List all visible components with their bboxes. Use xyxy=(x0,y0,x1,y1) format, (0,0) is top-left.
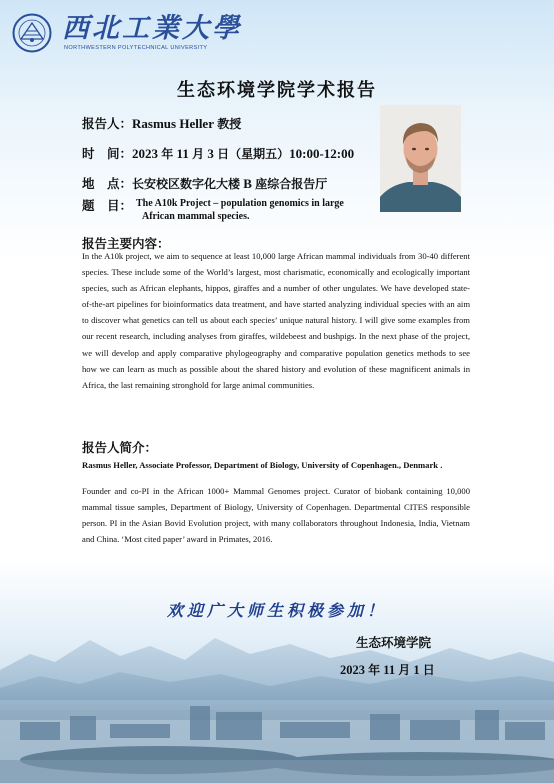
time-year: 2023 xyxy=(132,146,159,161)
place-row xyxy=(82,174,327,192)
topic-text xyxy=(136,197,366,223)
topic-line-2: African mammal species. xyxy=(142,211,250,222)
date-month-unit: 月 xyxy=(398,663,411,677)
date-day: 1 xyxy=(413,663,420,677)
speaker-photo xyxy=(380,105,461,212)
university-name-cn: 西北工業大學 xyxy=(62,13,242,44)
time-month: 11 xyxy=(176,146,189,161)
time-month-unit: 月 xyxy=(192,147,205,161)
page-title: 生态环境学院学术报告 xyxy=(177,80,377,101)
issue-date xyxy=(340,661,435,678)
topic-label: 题 目： xyxy=(82,198,133,213)
time-label: 时 间： xyxy=(82,146,133,161)
abstract-text: In the A10k project, we aim to sequence at least 10,000 large African mammal individuals from 30-40 different species. These include some of the World’s largest, most charismatic, economically and ecologically important species, such as African elephants, hippos, giraffes and a number of other ungulates. We have developed state-of-the-art pipelines for bioinformatics data treatment, and have started analyzing individual species with an aim to discover what genetics can tell us about each species’ unique natural history. I will give some examples from our recent research, including analyses from giraffes, wildebeest and bushpigs. In the next phase of the project, we will develop and apply comparative phylogeography and comparative population genetics methods to see how we can learn as much as possible about the shared history and evolution of these magnificent animals in Africa, the last remaining stronghold for large animal communities. xyxy=(82,251,470,390)
speaker-title: 教授 xyxy=(217,117,242,131)
abstract-heading: 报告主要内容： xyxy=(82,236,170,251)
date-year-unit: 年 xyxy=(368,663,381,677)
date-month: 11 xyxy=(383,663,396,677)
place-label: 地 点： xyxy=(82,176,133,191)
bio-heading: 报告人简介： xyxy=(82,440,158,455)
campus-landscape-icon xyxy=(0,610,554,783)
topic-row xyxy=(82,196,132,214)
time-range: 10:00-12:00 xyxy=(289,146,355,161)
university-name-en: NORTHWESTERN POLYTECHNICAL UNIVERSITY xyxy=(64,45,208,51)
place-name-c: 座综合报告厅 xyxy=(255,177,328,191)
bio-text: Founder and co-PI in the African 1000+ Mammal Genomes project. Curator of biobank containing 10,000 mammal tissue samples, Department of Biology, University of Copenhagen. Departmental CITES responsible person. PI in the Asian Bovid Evolution project, with many collaborators throughout Indonesia, India, Vietnam and China. ‘Most cited paper’ award in Primates, 2016. xyxy=(82,486,470,545)
speaker-row xyxy=(82,114,241,132)
school-name: 生态环境学院 xyxy=(356,635,432,650)
date-year: 2023 xyxy=(340,663,365,677)
topic-line-1: The A10k Project – population genomics in large xyxy=(136,198,344,209)
speaker-name: Rasmus Heller xyxy=(132,116,214,131)
time-row xyxy=(82,144,354,162)
time-year-unit: 年 xyxy=(161,147,174,161)
date-day-unit: 日 xyxy=(422,663,435,677)
welcome-slogan: 欢迎广大师生积极参加！ xyxy=(166,601,387,620)
place-name-a: 长安校区数字化大楼 xyxy=(132,177,241,191)
place-name-b: B xyxy=(243,176,252,191)
speaker-label: 报告人： xyxy=(82,116,133,131)
time-day-unit: 日（星期五） xyxy=(217,147,290,161)
university-seal-icon xyxy=(12,13,52,53)
speaker-portrait-icon xyxy=(380,105,461,212)
time-day: 3 xyxy=(207,146,214,161)
bio-name: Rasmus Heller, Associate Professor, Department of Biology, University of Copenhagen., Denmark . xyxy=(82,460,443,470)
